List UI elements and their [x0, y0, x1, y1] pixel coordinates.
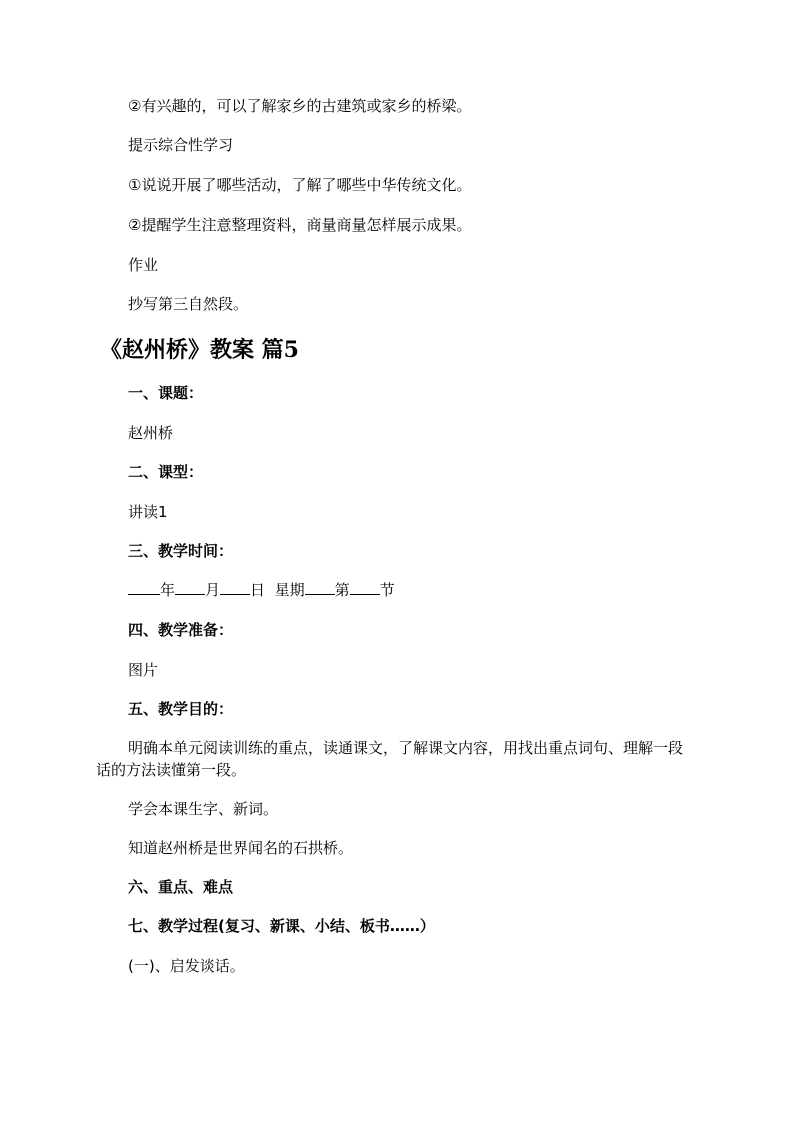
- text-line-homework-label: 作业: [128, 256, 159, 274]
- text-line-homework: 抄写第三自然段。: [128, 295, 249, 313]
- topic-value: 赵州桥: [128, 424, 174, 442]
- type-label: 二、课型：: [128, 463, 204, 481]
- weekday-blank: [305, 580, 335, 595]
- prep-value: 图片: [128, 661, 159, 679]
- text-line-interest: ②有兴趣的，可以了解家乡的古建筑或家乡的桥梁。: [128, 97, 472, 115]
- year-text: 年: [160, 581, 176, 599]
- prep-label: 四、教学准备：: [128, 621, 234, 639]
- day-text: 日: [250, 581, 266, 599]
- goal-item-3: 知道赵州桥是世界闻名的石拱桥。: [128, 839, 354, 857]
- time-fill-line: [128, 580, 395, 600]
- goal-item-2: 学会本课生字、新词。: [128, 800, 279, 818]
- type-value: 讲读1: [128, 503, 168, 521]
- time-label: 三、教学时间：: [128, 542, 234, 560]
- month-blank: [175, 580, 205, 595]
- process-step-1: (一)、启发谈话。: [128, 957, 245, 975]
- weekday-text: 星期: [274, 581, 305, 599]
- year-blank: [128, 580, 160, 595]
- period-text: 节: [379, 581, 395, 599]
- lesson-no-blank: [350, 580, 380, 595]
- topic-label: 一、课题：: [128, 384, 204, 402]
- keypoints-label: 六、重点、难点: [128, 878, 234, 896]
- text-line-activities: ①说说开展了哪些活动，了解了哪些中华传统文化。: [128, 176, 472, 194]
- process-label: 七、教学过程(复习、新课、小结、板书……）: [128, 917, 435, 935]
- section-title: 《赵州桥》教案 篇5: [100, 337, 299, 363]
- day-blank: [220, 580, 250, 595]
- lesson-no-text: 第: [334, 581, 350, 599]
- text-line-prompt: 提示综合性学习: [128, 136, 234, 154]
- text-line-organize: ②提醒学生注意整理资料，商量商量怎样展示成果。: [128, 216, 472, 234]
- goal-label: 五、教学目的：: [128, 700, 234, 718]
- month-text: 月: [205, 581, 221, 599]
- goal-paragraph: 明确本单元阅读训练的重点，读通课文，了解课文内容，用找出重点词句、理解一段话的方法读懂第一段。: [96, 739, 684, 779]
